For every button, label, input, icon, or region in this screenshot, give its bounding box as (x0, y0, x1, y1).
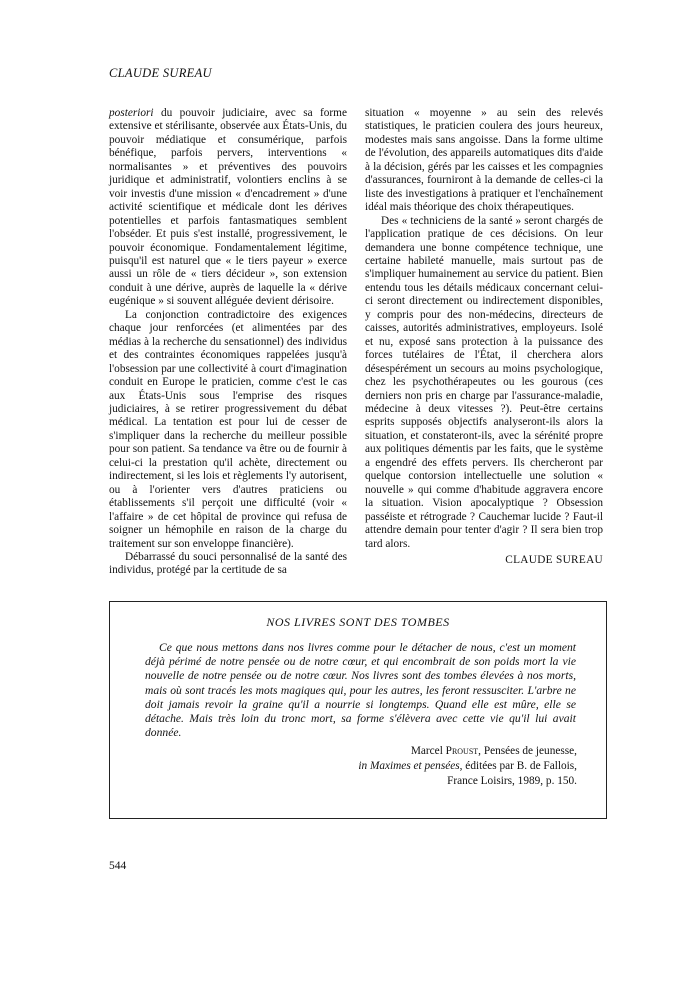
left-paragraph-3: Débarrassé du souci personnalisé de la santé des individus, protégé par la certitude de sa (109, 550, 347, 577)
quote-citation (110, 744, 577, 788)
left-paragraph-1-text: du pouvoir judiciaire, avec sa forme extensive et stérilisante, observée aux États-Unis, du pouvoir médiatique et consumérique, parfois bénéfique, parfois pervers, interventions « normalisantes » et préventives des pouvoirs juridique et administratif, volontiers enclins à se voir investis d'une mission « d'encadrement » d'une activité scientifique et médicale dont les dérives potentielles et parfois fantasmatiques semblent l'obséder. Et puis s'est installé, progressivement, le pouvoir économique. Fondamentalement légitime, puisqu'il est naturel que « le tiers payeur » exerce aussi un rôle de « tiers décideur », son extension conduit à une dérive, auprès de laquelle la « dérive eugénique » si souvent alléguée devient dérisoire. (109, 107, 347, 308)
quote-text: Ce que nous mettons dans nos livres comme pour le détacher de nous, c'est un moment déjà périmé de notre pensée ou de notre cœur, et qui encombrait de son poids mort la vie nouvelle de notre pensée ou de notre cœur. Nos livres sont des tombes élevées à nos morts, mais où sont tracés les mots magiques qui, pour les autres, les feront ressusciter. L'arbre ne doit jamais revoir la graine qu'il a nourrie si longtemps. Quand elle est mûre, elle se détache. Mais très loin du tronc mort, sa forme s'élèvera avec cette vie qu'il lui avait donnée. (145, 641, 576, 740)
citation-author-first: Marcel (410, 745, 446, 758)
quote-box-title: NOS LIVRES SONT DES TOMBES (266, 615, 450, 629)
left-column (109, 107, 347, 578)
author-signature: CLAUDE SUREAU (505, 553, 603, 566)
citation-line-1 (110, 744, 577, 759)
citation-line-2 (110, 759, 577, 774)
quote-box (109, 601, 607, 819)
citation-author-last: Proust (445, 745, 479, 758)
latin-italic-term: posteriori (109, 107, 154, 119)
citation-editor: , éditées par B. de Fallois, (459, 760, 577, 773)
right-column (365, 107, 603, 567)
citation-in-text: in Maximes et pensées (358, 760, 460, 773)
left-paragraph-1 (109, 107, 347, 309)
citation-line-3: France Loisirs, 1989, p. 150. (447, 774, 577, 787)
right-paragraph-1: situation « moyenne » au sein des relevés statistiques, le praticien coulera des jours heureux, modestes mais sans angoisse. Dans la forme ultime de l'évolution, des appareils automatiques dits d'aide à la décision, gérés par les caisses et les compagnies d'assurances, fourniront à la demande de celles-ci la liste des investigations à pratiquer et l'enchaînement idéal mais théorique des choix thérapeutiques. (365, 107, 603, 214)
left-paragraph-2: La conjonction contradictoire des exigences chaque jour renforcées (et alimentées par des médias à la recherche du sensationnel) des individus et des contraintes économiques rappelées jusqu'à l'obsession par une collectivité à court d'imagination conduit en Europe le praticien, comme c'est le cas aux États-Unis sous l'emprise des risques judiciaires, à se retirer progressivement du débat médical. La tentation est pour lui de cesser de s'impliquer dans la recherche du meilleur possible pour son patient. Sa tendance va être ou de fournir à celui-ci la prestation qu'il achète, directement ou indirectement, si les lois et règlements l'y autorisent, ou à l'orienter vers d'autres praticiens ou établissements s'il perçoit une difficulté (voir « l'affaire » de cet hôpital de province qui refusa de soigner un hémophile en raison de la charge du traitement sur son enveloppe financière). (109, 308, 347, 550)
right-paragraph-2: Des « techniciens de la santé » seront chargés de l'application pratique de ces décisions. On leur demandera une bonne compétence technique, une certaine habileté manuelle, mais surtout pas de s'impliquer humainement au service du patient. Bien entendu tous les détails médicaux concernant celui-ci seront directement ou indirectement disponibles, y compris pour des non-médecins, directeurs de caisses, autorités administratives, employeurs. Isolé et nu, exposé sans protection à la puissance des forces tutélaires de l'État, il cherchera alors désespérément un secours au moins psychologique, chez les psychothérapeutes ou les gourous (ces derniers non pris en charge par l'assurance-maladie, médecine à deux vitesses ?). Peut-être certains esprits supposés objectifs analyseront-ils alors la situation, et constateront-ils, avec la sérénité propre aux politiques démentis par les faits, que le système a engendré des effets pervers. Ils chercheront par quelque contorsion intellectuelle une solution « nouvelle » qui comme d'habitude aggravera encore la situation. Vision apocalyptique ? Obsession passéiste et rétrograde ? Cauchemar lucide ? Faut-il attendre demain pour tenter d'agir ? Il sera bien trop tard alors. (365, 214, 603, 550)
page-number: 544 (109, 860, 127, 872)
citation-work: , Pensées de jeunesse, (478, 745, 577, 758)
running-head: CLAUDE SUREAU (109, 66, 212, 80)
